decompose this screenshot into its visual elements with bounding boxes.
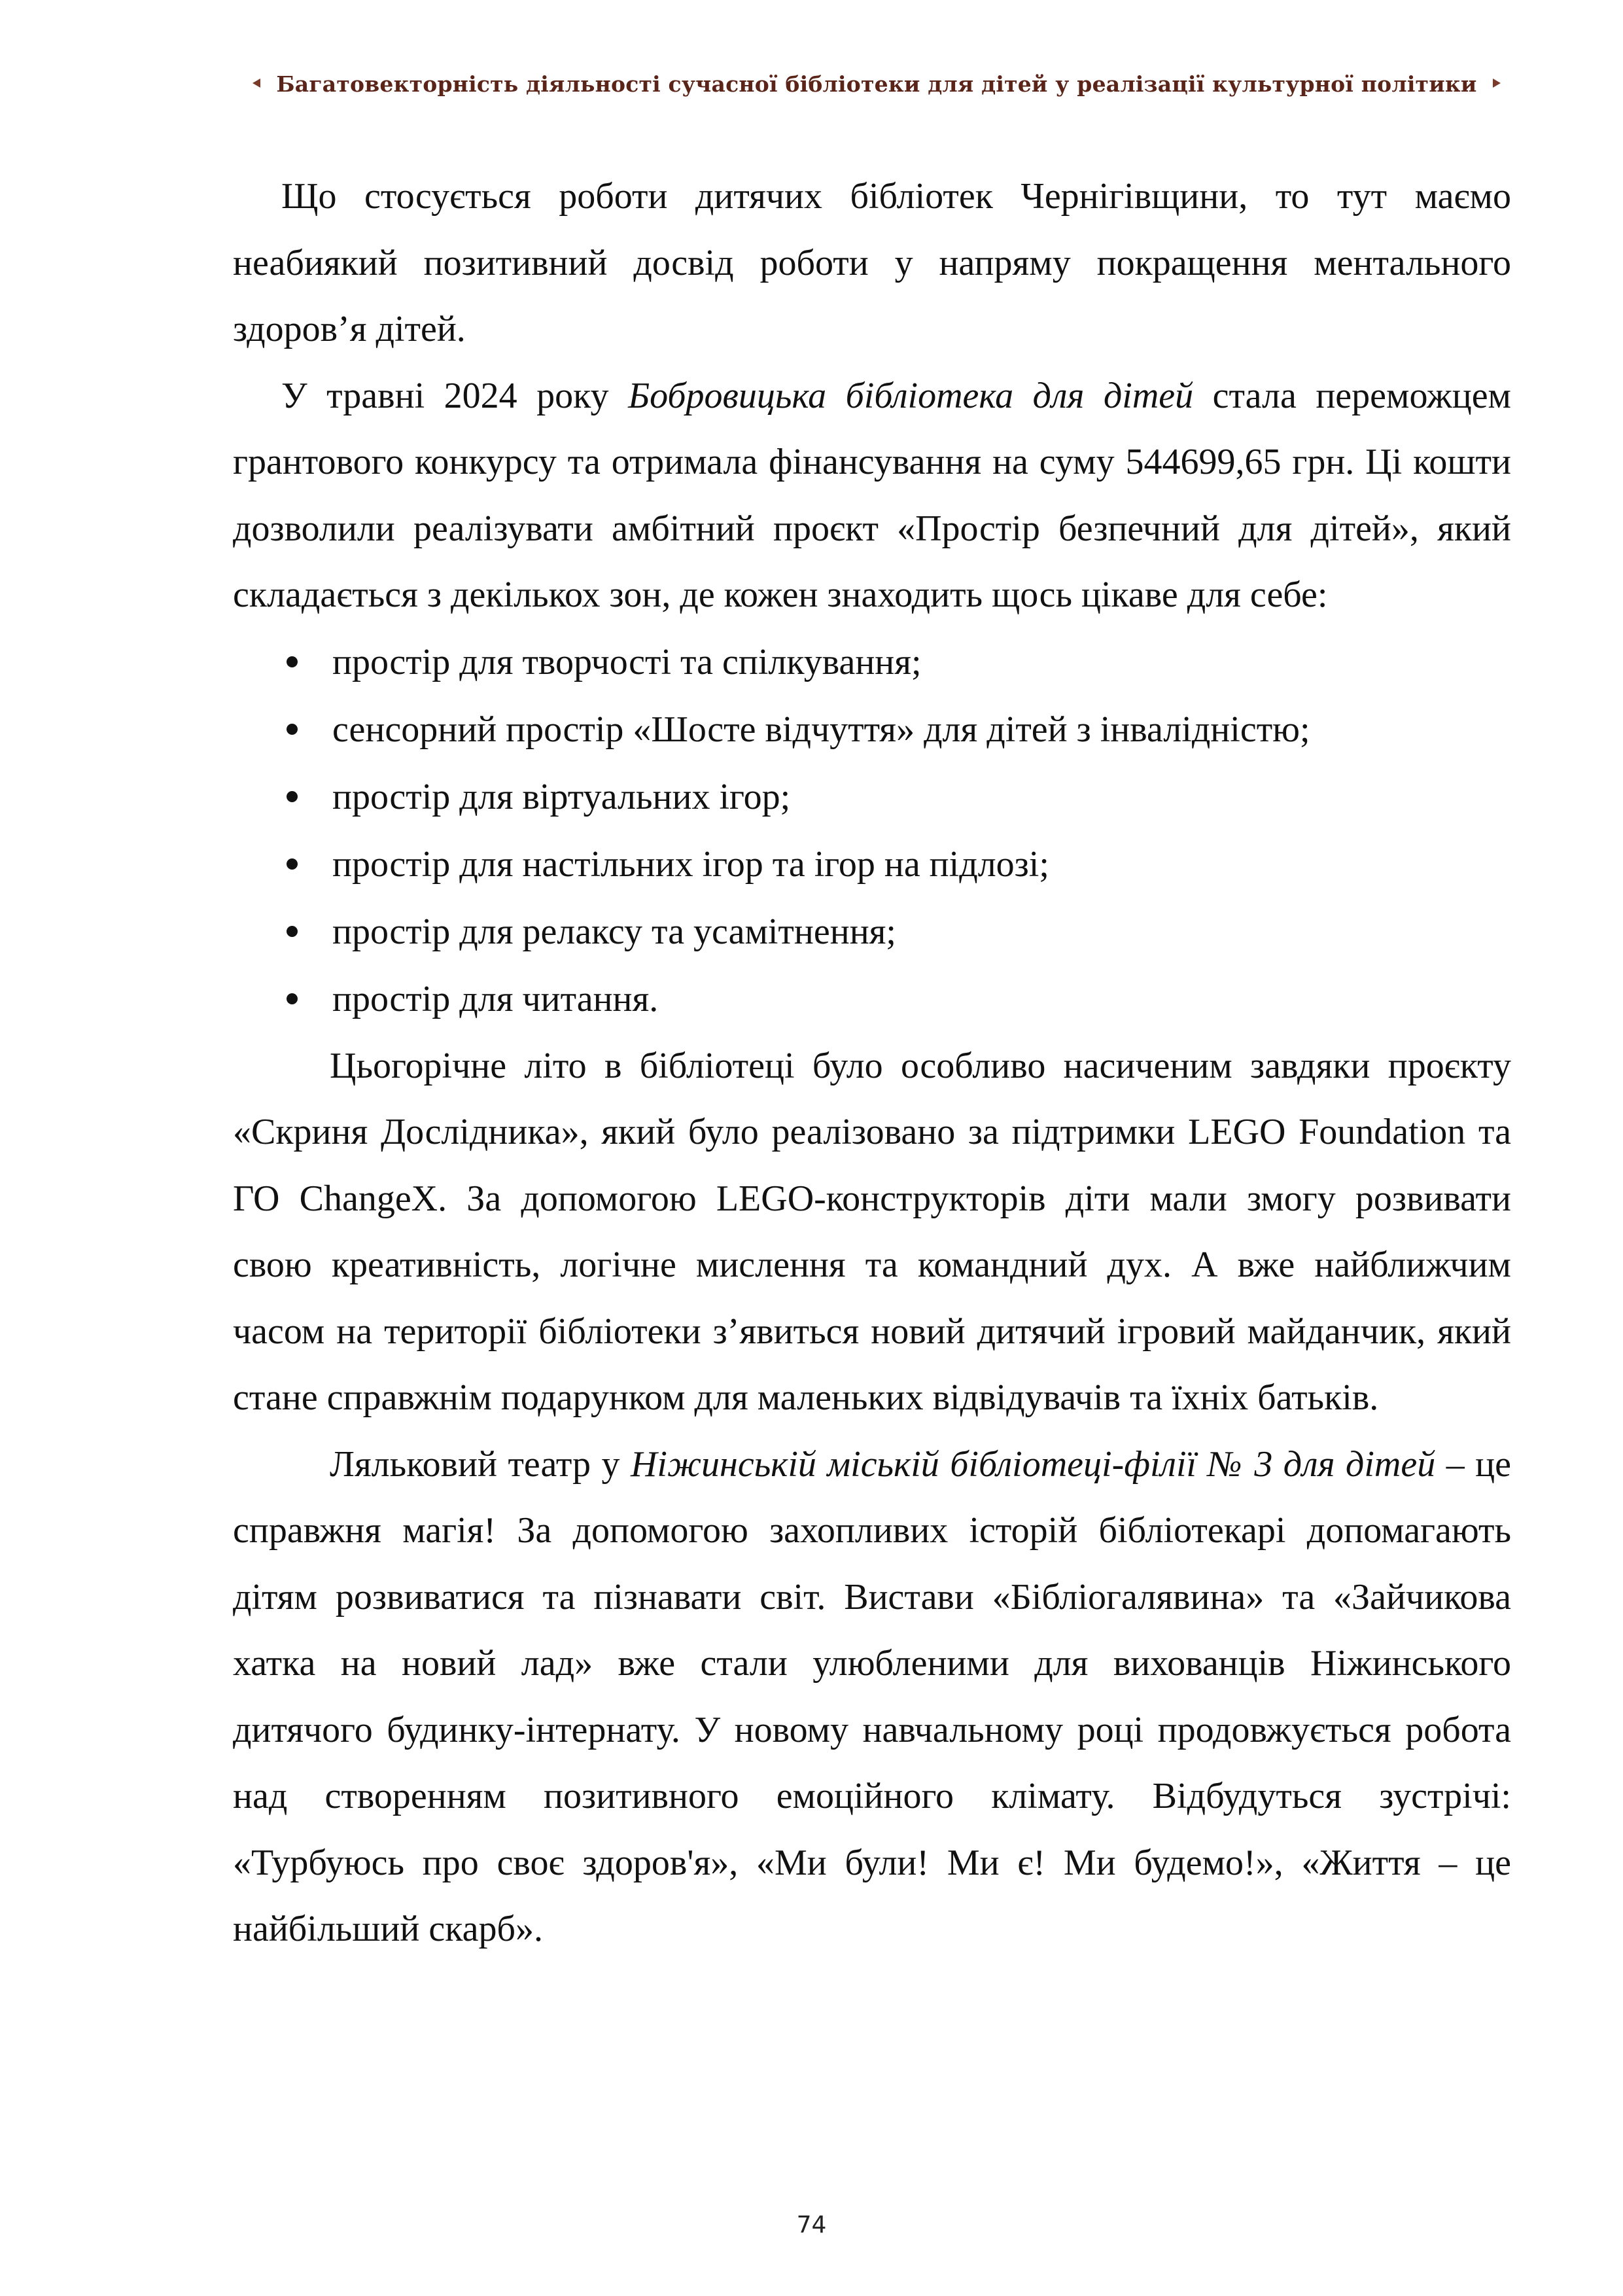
list-item-text: сенсорний простір «Шосте відчуття» для дітей з інвалідністю;: [332, 709, 1310, 750]
bullet-icon: [287, 656, 298, 667]
list-item-text: простір для віртуальних ігор;: [332, 776, 791, 817]
zones-list: [233, 629, 1511, 1033]
paragraph-2-emphasis: Бобровицька бібліотека для дітей: [628, 375, 1194, 416]
list-item-text: простір для настільних ігор та ігор на підлозі;: [332, 843, 1049, 885]
header-title: Багатовекторність діяльності сучасної бібліотеки для дітей у реалізації культурної політики: [276, 71, 1477, 97]
list-item-text: простір для творчості та спілкування;: [332, 641, 922, 682]
paragraph-4: [233, 1432, 1511, 1963]
list-item-text: простір для читання.: [332, 978, 659, 1019]
paragraph-3: Цьогорічне літо в бібліотеці було особливо насиченим завдяки проєкту «Скриня Дослідника», який було реалізовано за підтримки LEGO Foundation та ГО ChangeX. За допомогою LEGO-конструкторів діти мали змогу розвивати свою креативність, логічне мислення та командний дух. А вже найближчим часом на території бібліотеки з’явиться новий дитячий ігровий майданчик, який стане справжнім подарунком для маленьких відвідувачів та їхніх батьків.: [233, 1045, 1511, 1418]
paragraph-4-prefix: Ляльковий театр у: [330, 1443, 631, 1485]
bullet-icon: [287, 993, 298, 1004]
header-rule-left: [255, 82, 260, 86]
paragraph-2-suffix: стала переможцем грантового конкурсу та отримала фінансування на суму 544699,65 грн. Ці кошти дозволили реалізувати амбітний проєкт «Простір безпечний для дітей», який складається з декількох зон, де кожен знаходить щось цікаве для себе:: [233, 375, 1511, 615]
paragraph-2: [233, 363, 1511, 629]
paragraph-1: Що стосується роботи дитячих бібліотек Чернігівщини, то тут маємо неабиякий позитивний досвід роботи у напряму покращення ментального здоров’я дітей.: [233, 176, 1511, 349]
paragraph-4-emphasis: Ніжинській міській бібліотеці-філії № 3 для дітей: [630, 1443, 1436, 1485]
list-item: [287, 629, 1511, 696]
bullet-icon: [287, 858, 298, 870]
list-item: [287, 898, 1511, 966]
bullet-icon: [287, 926, 298, 937]
page-number: 74: [796, 2212, 827, 2238]
paragraph-4-suffix: – це справжня магія! За допомогою захопливих історій бібліотекарі допомагають дітям розвиватися та пізнавати світ. Вистави «Бібліогалявина» та «Зайчикова хатка на новий лад» вже стали улюбленими для вихованців Ніжинського дитячого будинку-інтернату. У новому навчальному році продовжується робота над створенням позитивного емоційного клімату. Відбудуться зустрічі: «Турбуюсь про своє здоров'я», «Ми були! Ми є! Ми будемо!», «Життя – це найбільший скарб».: [233, 1443, 1511, 1949]
paragraph-2-prefix: У травні 2024 року: [281, 375, 629, 416]
list-item: [287, 764, 1511, 831]
bullet-icon: [287, 724, 298, 735]
header-rule-right: [1493, 82, 1498, 86]
list-item-text: простір для релаксу та усамітнення;: [332, 911, 896, 952]
bullet-icon: [287, 791, 298, 802]
list-item: [287, 966, 1511, 1033]
page-body: [233, 164, 1511, 1963]
list-item: [287, 696, 1511, 764]
list-item: [287, 831, 1511, 898]
running-header: [255, 65, 1498, 102]
